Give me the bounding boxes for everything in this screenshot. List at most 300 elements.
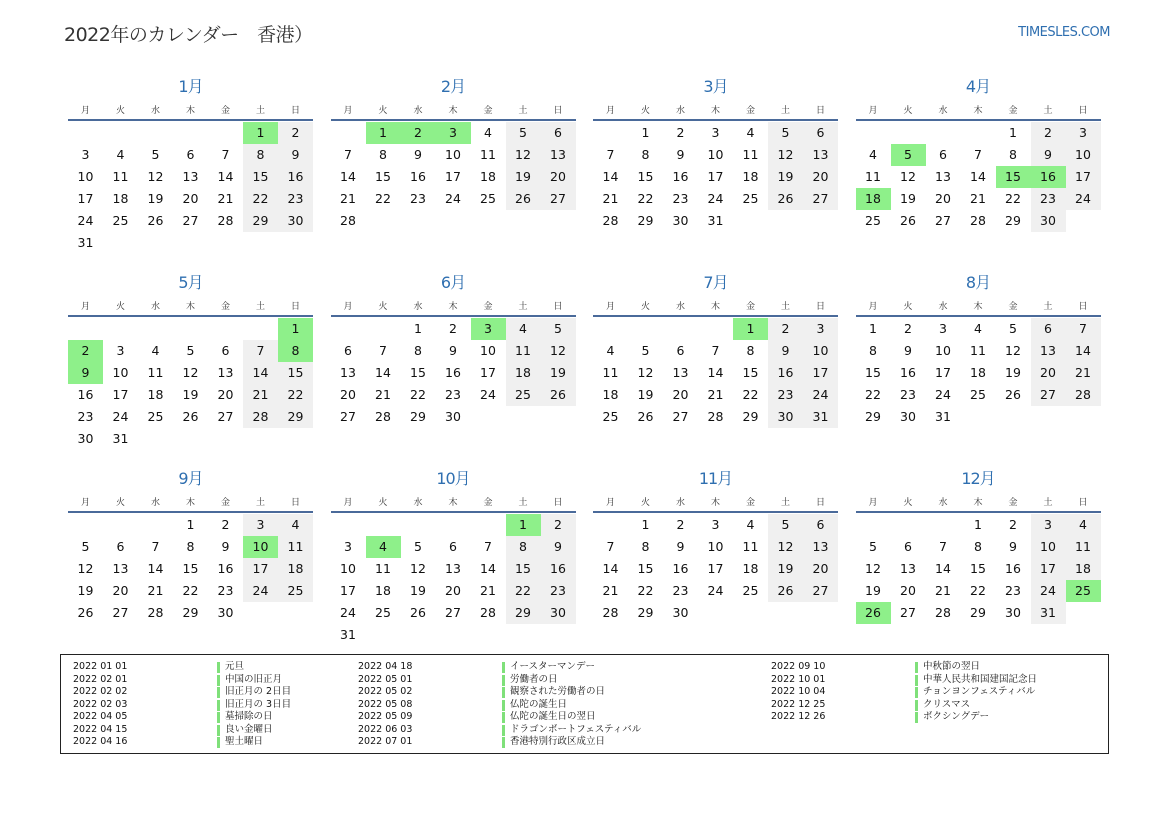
day-cell: 12 xyxy=(768,144,803,166)
day-cell: 16 xyxy=(672,561,689,576)
day-cell: 14 xyxy=(1066,340,1101,362)
day-cell: 22 xyxy=(182,583,199,598)
day-cell: 14 xyxy=(375,365,391,380)
site-link[interactable]: TIMESLES.COM xyxy=(1018,25,1110,40)
holiday-day-cell: 1 xyxy=(733,318,768,340)
holiday-day-cell: 9 xyxy=(68,362,103,384)
day-cell: 29 xyxy=(637,213,654,228)
holiday-name: 観察された労働者の日 xyxy=(510,686,606,697)
day-cell: 21 xyxy=(602,191,619,206)
weekday-label: 木 xyxy=(448,498,458,508)
day-cell: 2 xyxy=(449,321,457,336)
day-cell: 13 xyxy=(672,365,689,380)
day-cell: 3 xyxy=(344,539,352,554)
weekday-label: 木 xyxy=(710,302,720,312)
weekday-label: 土 xyxy=(1043,106,1053,116)
day-cell: 2 xyxy=(676,517,685,532)
day-cell: 25 xyxy=(480,191,496,206)
holiday-day-cell: 1 xyxy=(366,122,401,144)
day-cell: 15 xyxy=(243,166,278,188)
holiday-marker xyxy=(915,700,918,711)
weekday-label: 月 xyxy=(605,498,615,508)
holiday-name: 仏陀の誕生日 xyxy=(510,698,568,710)
day-cell: 4 xyxy=(151,343,160,358)
holiday-name: 旧正月の 3日目 xyxy=(225,698,292,710)
day-cell: 22 xyxy=(970,583,986,598)
day-cell: 29 xyxy=(506,602,541,624)
day-cell: 8 xyxy=(506,536,541,558)
holiday-date: 2022 12 25 xyxy=(771,698,826,710)
day-cell: 22 xyxy=(865,387,881,402)
day-cell: 22 xyxy=(410,387,426,402)
day-cell: 19 xyxy=(147,191,164,206)
holiday-date: 2022 02 01 xyxy=(73,673,128,685)
day-cell: 7 xyxy=(379,343,387,358)
day-cell: 6 xyxy=(186,147,195,162)
day-cell: 3 xyxy=(1066,122,1101,144)
weekday-label: 火 xyxy=(903,498,913,508)
holiday-day-cell: 10 xyxy=(243,536,278,558)
day-cell: 10 xyxy=(445,147,461,162)
day-cell: 20 xyxy=(182,191,199,206)
month-divider xyxy=(331,511,576,513)
day-cell: 24 xyxy=(803,384,838,406)
month-name: 4月 xyxy=(965,77,991,96)
day-cell: 4 xyxy=(869,147,877,162)
weekday-label: 土 xyxy=(780,106,790,116)
day-cell: 12 xyxy=(900,169,916,184)
weekday-label: 水 xyxy=(150,498,160,508)
weekday-label: 金 xyxy=(483,106,493,116)
day-cell: 5 xyxy=(768,514,803,536)
day-cell: 1 xyxy=(1009,125,1017,140)
day-cell: 13 xyxy=(803,144,838,166)
day-cell: 27 xyxy=(541,188,576,210)
day-cell: 21 xyxy=(375,387,391,402)
day-cell: 28 xyxy=(340,213,356,228)
day-cell: 9 xyxy=(278,144,313,166)
day-cell: 11 xyxy=(375,561,391,576)
weekday-label: 土 xyxy=(255,498,265,508)
day-cell: 31 xyxy=(77,235,94,250)
day-cell: 12 xyxy=(182,365,199,380)
day-cell: 21 xyxy=(217,191,234,206)
day-cell: 14 xyxy=(970,169,986,184)
weekday-label: 土 xyxy=(518,106,528,116)
day-cell: 24 xyxy=(112,409,129,424)
day-cell: 2 xyxy=(1009,517,1017,532)
day-cell: 8 xyxy=(186,539,195,554)
page-title: 2022年のカレンダー 香港） xyxy=(64,24,313,46)
month-name: 2月 xyxy=(440,77,466,96)
weekday-label: 金 xyxy=(745,106,755,116)
holiday-day-cell: 1 xyxy=(506,514,541,536)
weekday-label: 火 xyxy=(115,106,125,116)
day-cell: 12 xyxy=(410,561,426,576)
day-cell: 28 xyxy=(602,605,619,620)
day-cell: 17 xyxy=(480,365,496,380)
day-cell: 13 xyxy=(340,365,356,380)
day-cell: 2 xyxy=(1031,122,1066,144)
day-cell: 22 xyxy=(637,191,654,206)
day-cell: 8 xyxy=(974,539,982,554)
day-cell: 13 xyxy=(217,365,234,380)
day-cell: 20 xyxy=(541,166,576,188)
weekday-label: 金 xyxy=(483,302,493,312)
weekday-label: 日 xyxy=(1078,498,1088,508)
holiday-date: 2022 12 26 xyxy=(771,711,826,722)
weekday-label: 水 xyxy=(413,106,423,116)
day-cell: 28 xyxy=(1066,384,1101,406)
month-divider xyxy=(68,511,313,513)
day-cell: 19 xyxy=(1005,365,1021,380)
day-cell: 31 xyxy=(803,406,838,428)
day-cell: 25 xyxy=(742,583,759,598)
weekday-label: 土 xyxy=(780,498,790,508)
day-cell: 5 xyxy=(186,343,195,358)
weekday-label: 木 xyxy=(448,106,458,116)
day-cell: 27 xyxy=(900,605,916,620)
day-cell: 18 xyxy=(742,561,759,576)
day-cell: 24 xyxy=(445,191,461,206)
day-cell: 20 xyxy=(672,387,689,402)
day-cell: 15 xyxy=(410,365,426,380)
weekday-label: 木 xyxy=(973,498,983,508)
holiday-marker xyxy=(217,662,220,673)
holiday-name: 仏陀の誕生日の翌日 xyxy=(510,711,596,722)
weekday-label: 火 xyxy=(378,106,388,116)
day-cell: 29 xyxy=(278,406,313,428)
day-cell: 12 xyxy=(1005,343,1021,358)
day-cell: 17 xyxy=(445,169,461,184)
day-cell: 19 xyxy=(768,558,803,580)
holiday-day-cell: 25 xyxy=(1066,580,1101,602)
day-cell: 5 xyxy=(1009,321,1017,336)
holiday-day-cell: 26 xyxy=(856,602,891,624)
weekday-header xyxy=(331,299,576,313)
month-name: 9月 xyxy=(178,469,203,488)
day-cell: 22 xyxy=(243,188,278,210)
day-cell: 22 xyxy=(1005,191,1021,206)
weekday-label: 月 xyxy=(80,106,90,116)
weekday-label: 水 xyxy=(413,498,423,508)
holiday-day-cell: 3 xyxy=(436,122,471,144)
day-cell: 27 xyxy=(182,213,199,228)
day-cell: 1 xyxy=(641,125,650,140)
month-name: 6月 xyxy=(440,273,466,292)
day-cell: 6 xyxy=(939,147,947,162)
weekday-header xyxy=(856,103,1101,117)
holiday-marker xyxy=(915,675,918,686)
holiday-date: 2022 05 08 xyxy=(358,698,413,710)
day-cell: 29 xyxy=(742,409,759,424)
month-divider xyxy=(856,511,1101,513)
month-divider xyxy=(593,511,838,513)
day-cell: 20 xyxy=(112,583,129,598)
month-divider xyxy=(331,119,576,121)
day-cell: 25 xyxy=(742,191,759,206)
day-cell: 29 xyxy=(182,605,199,620)
day-cell: 3 xyxy=(81,147,90,162)
day-cell: 6 xyxy=(1031,318,1066,340)
day-cell: 31 xyxy=(112,431,129,446)
day-cell: 4 xyxy=(746,517,755,532)
day-cell: 7 xyxy=(484,539,492,554)
weekday-label: 木 xyxy=(973,302,983,312)
day-cell: 20 xyxy=(803,558,838,580)
day-cell: 21 xyxy=(147,583,164,598)
day-cell: 6 xyxy=(221,343,230,358)
day-cell: 6 xyxy=(449,539,457,554)
day-cell: 4 xyxy=(116,147,125,162)
day-cell: 31 xyxy=(340,627,356,642)
day-cell: 29 xyxy=(410,409,426,424)
weekday-label: 土 xyxy=(1043,302,1053,312)
day-cell: 19 xyxy=(900,191,916,206)
weekday-label: 日 xyxy=(290,498,300,508)
holiday-name: ドラゴンボートフェスティバル xyxy=(510,723,642,735)
day-cell: 24 xyxy=(340,605,356,620)
holiday-marker xyxy=(502,737,505,748)
day-cell: 9 xyxy=(768,340,803,362)
day-cell: 24 xyxy=(243,580,278,602)
weekday-label: 日 xyxy=(815,106,825,116)
day-cell: 18 xyxy=(375,583,391,598)
weekday-label: 金 xyxy=(1008,498,1018,508)
day-cell: 12 xyxy=(541,340,576,362)
holiday-name: 中華人民共和国建国記念日 xyxy=(923,673,1038,685)
day-cell: 1 xyxy=(869,321,877,336)
day-cell: 4 xyxy=(484,125,492,140)
day-cell: 26 xyxy=(410,605,426,620)
weekday-label: 木 xyxy=(185,498,195,508)
weekday-label: 金 xyxy=(1008,106,1018,116)
day-cell: 26 xyxy=(182,409,199,424)
day-cell: 18 xyxy=(742,169,759,184)
day-cell: 30 xyxy=(77,431,94,446)
holiday-marker xyxy=(217,737,220,748)
day-cell: 17 xyxy=(1031,558,1066,580)
day-cell: 7 xyxy=(939,539,947,554)
holiday-legend xyxy=(60,654,1109,754)
holiday-day-cell: 5 xyxy=(891,144,926,166)
day-cell: 15 xyxy=(970,561,986,576)
weekday-header xyxy=(331,103,576,117)
day-cell: 3 xyxy=(711,517,720,532)
day-cell: 11 xyxy=(742,539,759,554)
day-cell: 29 xyxy=(243,210,278,232)
day-cell: 26 xyxy=(1005,387,1021,402)
holiday-date: 2022 06 03 xyxy=(358,723,413,735)
day-cell: 19 xyxy=(865,583,881,598)
day-cell: 26 xyxy=(900,213,916,228)
day-cell: 20 xyxy=(803,166,838,188)
calendar-grid xyxy=(68,72,1113,652)
day-cell: 17 xyxy=(1066,166,1101,188)
day-cell: 31 xyxy=(935,409,951,424)
holiday-date: 2022 07 01 xyxy=(358,736,413,747)
day-cell: 15 xyxy=(506,558,541,580)
holiday-marker xyxy=(502,687,505,698)
holiday-marker xyxy=(502,675,505,686)
day-cell: 14 xyxy=(602,561,619,576)
day-cell: 26 xyxy=(768,580,803,602)
holiday-marker xyxy=(217,687,220,698)
day-cell: 13 xyxy=(182,169,199,184)
day-cell: 27 xyxy=(112,605,129,620)
day-cell: 29 xyxy=(1005,213,1021,228)
holiday-date: 2022 04 18 xyxy=(358,661,413,672)
day-cell: 25 xyxy=(112,213,129,228)
day-cell: 10 xyxy=(112,365,129,380)
weekday-label: 木 xyxy=(185,106,195,116)
month-name: 5月 xyxy=(178,273,203,292)
weekday-label: 火 xyxy=(640,302,650,312)
day-cell: 28 xyxy=(375,409,391,424)
weekday-label: 日 xyxy=(553,302,563,312)
day-cell: 26 xyxy=(541,384,576,406)
day-cell: 16 xyxy=(410,169,426,184)
day-cell: 10 xyxy=(77,169,94,184)
holiday-date: 2022 10 01 xyxy=(771,673,826,685)
day-cell: 13 xyxy=(541,144,576,166)
weekday-label: 木 xyxy=(185,302,195,312)
day-cell: 10 xyxy=(480,343,496,358)
day-cell: 28 xyxy=(602,213,619,228)
day-cell: 1 xyxy=(414,321,422,336)
holiday-marker xyxy=(915,687,918,698)
day-cell: 9 xyxy=(541,536,576,558)
weekday-label: 金 xyxy=(745,302,755,312)
day-cell: 6 xyxy=(904,539,912,554)
day-cell: 26 xyxy=(506,188,541,210)
day-cell: 16 xyxy=(541,558,576,580)
weekday-label: 金 xyxy=(220,498,230,508)
day-cell: 11 xyxy=(865,169,881,184)
day-cell: 9 xyxy=(1009,539,1017,554)
holiday-marker xyxy=(217,712,220,723)
day-cell: 25 xyxy=(602,409,619,424)
day-cell: 7 xyxy=(243,340,278,362)
day-cell: 27 xyxy=(803,580,838,602)
day-cell: 12 xyxy=(637,365,654,380)
month-divider xyxy=(331,315,576,317)
day-cell: 13 xyxy=(445,561,461,576)
day-cell: 1 xyxy=(974,517,982,532)
day-cell: 9 xyxy=(414,147,422,162)
month-name: 10月 xyxy=(436,469,470,488)
day-cell: 14 xyxy=(707,365,724,380)
day-cell: 15 xyxy=(278,362,313,384)
holiday-day-cell: 16 xyxy=(1031,166,1066,188)
weekday-label: 月 xyxy=(605,106,615,116)
holiday-name: 良い金曜日 xyxy=(225,723,273,735)
day-cell: 17 xyxy=(243,558,278,580)
day-cell: 5 xyxy=(768,122,803,144)
day-cell: 30 xyxy=(672,213,689,228)
day-cell: 23 xyxy=(1031,188,1066,210)
weekday-label: 水 xyxy=(413,302,423,312)
weekday-label: 火 xyxy=(640,498,650,508)
day-cell: 25 xyxy=(506,384,541,406)
day-cell: 6 xyxy=(541,122,576,144)
day-cell: 11 xyxy=(1066,536,1101,558)
day-cell: 19 xyxy=(182,387,199,402)
weekday-label: 月 xyxy=(343,106,353,116)
day-cell: 19 xyxy=(77,583,94,598)
day-cell: 28 xyxy=(243,406,278,428)
month-name: 7月 xyxy=(703,273,728,292)
day-cell: 27 xyxy=(217,409,234,424)
weekday-label: 土 xyxy=(255,106,265,116)
day-cell: 18 xyxy=(1066,558,1101,580)
day-cell: 25 xyxy=(865,213,881,228)
day-cell: 24 xyxy=(1031,580,1066,602)
day-cell: 5 xyxy=(414,539,422,554)
day-cell: 28 xyxy=(707,409,724,424)
day-cell: 14 xyxy=(147,561,164,576)
weekday-label: 土 xyxy=(518,302,528,312)
day-cell: 28 xyxy=(970,213,986,228)
day-cell: 11 xyxy=(506,340,541,362)
day-cell: 23 xyxy=(672,583,689,598)
day-cell: 25 xyxy=(147,409,164,424)
day-cell: 23 xyxy=(445,387,461,402)
day-cell: 14 xyxy=(480,561,496,576)
day-cell: 5 xyxy=(869,539,877,554)
weekday-label: 金 xyxy=(483,498,493,508)
day-cell: 7 xyxy=(974,147,982,162)
weekday-label: 水 xyxy=(150,302,160,312)
day-cell: 10 xyxy=(1066,144,1101,166)
day-cell: 31 xyxy=(707,213,724,228)
holiday-name: 香港特別行政区成立日 xyxy=(510,736,606,747)
day-cell: 14 xyxy=(935,561,951,576)
day-cell: 22 xyxy=(278,384,313,406)
day-cell: 7 xyxy=(344,147,352,162)
day-cell: 20 xyxy=(935,191,951,206)
day-cell: 12 xyxy=(77,561,94,576)
day-cell: 11 xyxy=(278,536,313,558)
day-cell: 15 xyxy=(637,169,654,184)
day-cell: 30 xyxy=(1031,210,1066,232)
day-cell: 8 xyxy=(243,144,278,166)
day-cell: 8 xyxy=(641,147,650,162)
day-cell: 15 xyxy=(375,169,391,184)
day-cell: 21 xyxy=(707,387,724,402)
day-cell: 13 xyxy=(935,169,951,184)
day-cell: 10 xyxy=(707,147,724,162)
day-cell: 6 xyxy=(116,539,125,554)
day-cell: 18 xyxy=(112,191,129,206)
day-cell: 17 xyxy=(77,191,94,206)
day-cell: 8 xyxy=(379,147,387,162)
holiday-day-cell: 2 xyxy=(68,340,103,362)
holiday-day-cell: 4 xyxy=(366,536,401,558)
day-cell: 24 xyxy=(77,213,94,228)
weekday-label: 火 xyxy=(115,302,125,312)
day-cell: 11 xyxy=(742,147,759,162)
day-cell: 16 xyxy=(77,387,94,402)
holiday-name: チョンヨンフェスティバル xyxy=(923,686,1036,697)
day-cell: 21 xyxy=(243,384,278,406)
day-cell: 5 xyxy=(506,122,541,144)
day-cell: 13 xyxy=(112,561,129,576)
weekday-label: 木 xyxy=(710,498,720,508)
holiday-marker xyxy=(915,712,918,723)
day-cell: 26 xyxy=(77,605,94,620)
day-cell: 25 xyxy=(970,387,986,402)
